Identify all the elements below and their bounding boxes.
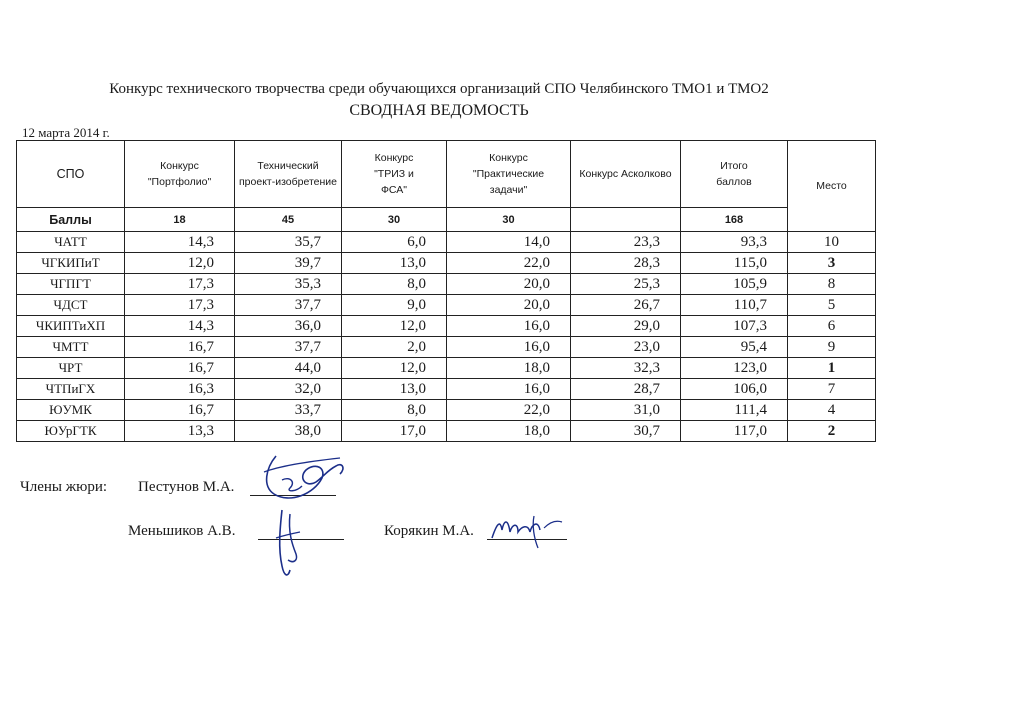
col-header-spo: СПО: [17, 141, 125, 208]
score-cell: 30,7: [571, 421, 681, 442]
score-cell: 93,3: [681, 232, 788, 253]
score-cell: 22,0: [447, 253, 571, 274]
table-row: [17, 316, 876, 337]
max-points: 45: [235, 208, 342, 232]
score-cell: 105,9: [681, 274, 788, 295]
place-cell: 2: [788, 421, 876, 442]
score-cell: 17,3: [125, 274, 235, 295]
score-cell: 35,7: [235, 232, 342, 253]
table-row: [17, 295, 876, 316]
score-cell: 115,0: [681, 253, 788, 274]
score-cell: 31,0: [571, 400, 681, 421]
score-cell: 8,0: [342, 400, 447, 421]
score-cell: 110,7: [681, 295, 788, 316]
score-cell: 12,0: [342, 316, 447, 337]
col-header-place: Место: [788, 141, 876, 232]
col-header-practical: Конкурс "Практические задачи": [447, 141, 571, 208]
score-cell: 20,0: [447, 274, 571, 295]
table-row: [17, 421, 876, 442]
score-cell: 13,0: [342, 379, 447, 400]
table-row: [17, 358, 876, 379]
spo-name: ЧКИПТиХП: [17, 316, 125, 337]
col-header-triz: Конкурс "ТРИЗ и ФСА": [342, 141, 447, 208]
score-cell: 16,7: [125, 358, 235, 379]
place-cell: 9: [788, 337, 876, 358]
score-cell: 20,0: [447, 295, 571, 316]
max-points-row: [17, 208, 876, 232]
score-cell: 111,4: [681, 400, 788, 421]
document-date: 12 марта 2014 г.: [22, 125, 110, 140]
max-points: 18: [125, 208, 235, 232]
score-cell: 35,3: [235, 274, 342, 295]
score-cell: 95,4: [681, 337, 788, 358]
place-cell: 5: [788, 295, 876, 316]
spo-name: ЧГПГТ: [17, 274, 125, 295]
place-cell: 7: [788, 379, 876, 400]
score-cell: 28,3: [571, 253, 681, 274]
max-points: 30: [342, 208, 447, 232]
score-cell: 107,3: [681, 316, 788, 337]
score-cell: 123,0: [681, 358, 788, 379]
score-cell: 16,0: [447, 337, 571, 358]
score-cell: 17,3: [125, 295, 235, 316]
score-cell: 17,0: [342, 421, 447, 442]
score-cell: 16,7: [125, 400, 235, 421]
table-row: [17, 400, 876, 421]
score-cell: 8,0: [342, 274, 447, 295]
score-cell: 12,0: [342, 358, 447, 379]
score-cell: 2,0: [342, 337, 447, 358]
score-cell: 23,0: [571, 337, 681, 358]
jury-member-2: Меньшиков А.В.: [128, 523, 236, 539]
spo-name: ЧРТ: [17, 358, 125, 379]
spo-name: ЮУрГТК: [17, 421, 125, 442]
spo-name: ЧТПиГХ: [17, 379, 125, 400]
signature-3-icon: [488, 508, 568, 552]
document-subtitle: СВОДНАЯ ВЕДОМОСТЬ: [349, 102, 529, 119]
score-cell: 13,0: [342, 253, 447, 274]
score-cell: 14,3: [125, 316, 235, 337]
score-cell: 16,0: [447, 316, 571, 337]
score-cell: 18,0: [447, 421, 571, 442]
signature-2-icon: [268, 504, 308, 584]
place-cell: 8: [788, 274, 876, 295]
score-cell: 23,3: [571, 232, 681, 253]
col-header-portfolio: Конкурс "Портфолио": [125, 141, 235, 208]
score-cell: 37,7: [235, 295, 342, 316]
col-header-askolkovo: Конкурс Асколково: [571, 141, 681, 208]
score-cell: 29,0: [571, 316, 681, 337]
max-points: 30: [447, 208, 571, 232]
summary-table: [16, 140, 876, 442]
document-title: Конкурс технического творчества среди обучающихся организаций СПО Челябинского ТМО1 и ТМО2: [109, 81, 769, 97]
place-cell: 10: [788, 232, 876, 253]
score-cell: 117,0: [681, 421, 788, 442]
score-cell: 9,0: [342, 295, 447, 316]
score-cell: 39,7: [235, 253, 342, 274]
score-cell: 6,0: [342, 232, 447, 253]
jury-member-3: Корякин М.А.: [384, 523, 474, 539]
max-points: 168: [681, 208, 788, 232]
col-header-project: Технический проект-изобретение: [235, 141, 342, 208]
score-cell: 16,0: [447, 379, 571, 400]
score-cell: 36,0: [235, 316, 342, 337]
points-label: Баллы: [17, 208, 125, 232]
place-cell: 6: [788, 316, 876, 337]
col-header-total: Итого баллов: [681, 141, 788, 208]
score-cell: 14,3: [125, 232, 235, 253]
score-cell: 16,3: [125, 379, 235, 400]
jury-member-1: Пестунов М.А.: [138, 479, 235, 495]
table-row: [17, 274, 876, 295]
max-points: [571, 208, 681, 232]
spo-name: ЧГКИПиТ: [17, 253, 125, 274]
score-cell: 44,0: [235, 358, 342, 379]
score-cell: 26,7: [571, 295, 681, 316]
score-cell: 25,3: [571, 274, 681, 295]
table-row: [17, 232, 876, 253]
place-cell: 3: [788, 253, 876, 274]
score-cell: 33,7: [235, 400, 342, 421]
spo-name: ЧАТТ: [17, 232, 125, 253]
score-cell: 16,7: [125, 337, 235, 358]
score-cell: 106,0: [681, 379, 788, 400]
place-cell: 4: [788, 400, 876, 421]
score-cell: 13,3: [125, 421, 235, 442]
score-cell: 18,0: [447, 358, 571, 379]
score-cell: 32,3: [571, 358, 681, 379]
table-row: [17, 379, 876, 400]
spo-name: ЮУМК: [17, 400, 125, 421]
score-cell: 28,7: [571, 379, 681, 400]
table-row: [17, 253, 876, 274]
score-cell: 37,7: [235, 337, 342, 358]
header-row: [17, 141, 876, 208]
table-row: [17, 337, 876, 358]
place-cell: 1: [788, 358, 876, 379]
score-cell: 32,0: [235, 379, 342, 400]
score-cell: 12,0: [125, 253, 235, 274]
spo-name: ЧМТТ: [17, 337, 125, 358]
score-cell: 22,0: [447, 400, 571, 421]
score-cell: 38,0: [235, 421, 342, 442]
spo-name: ЧДСТ: [17, 295, 125, 316]
jury-label: Члены жюри:: [20, 479, 108, 495]
score-cell: 14,0: [447, 232, 571, 253]
